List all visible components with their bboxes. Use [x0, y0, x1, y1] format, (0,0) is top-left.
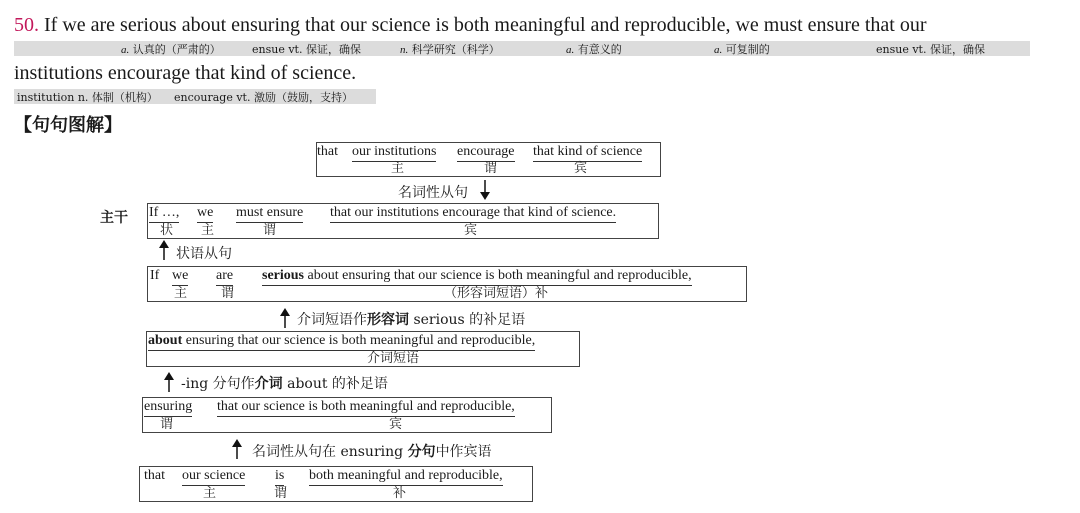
role-verb: 谓: [484, 161, 498, 176]
gloss-reproducible: a. 可复制的: [714, 43, 770, 56]
role-object: 宾: [464, 223, 478, 238]
note-noun-clause: 名词性从句: [398, 185, 468, 201]
word-is: is: [275, 468, 284, 486]
role-complement: 补: [393, 486, 407, 501]
note-object-clause: 名词性从句在 ensuring 分句中作宾语: [252, 444, 492, 460]
word-about-phrase: about ensuring that our science is both meaningful and reproducible,: [148, 333, 535, 351]
role-verb: 谓: [274, 486, 288, 501]
role-subject: 主: [174, 286, 188, 301]
word-we: we: [197, 205, 213, 223]
role-adverbial: 状: [160, 223, 174, 238]
sentence-line-2: institutions encourage that kind of science.: [14, 62, 357, 84]
word-serious: serious: [262, 268, 304, 283]
role-verb: 谓: [263, 223, 277, 238]
word-we: we: [172, 268, 188, 286]
diagram-box-2: [147, 203, 659, 239]
word-serious-phrase: [262, 268, 692, 286]
role-complement: （形容词短语）补: [444, 286, 549, 301]
role-verb: 谓: [160, 417, 174, 432]
gloss-ensure-2: ensue vt. 保证，确保: [876, 43, 985, 56]
word-that-clause: that our science is both meaningful and reproducible,: [217, 399, 515, 417]
question-number: 50.: [14, 14, 39, 36]
role-verb: 谓: [221, 286, 235, 301]
arrow-up-icon: [230, 439, 244, 459]
word-that: that: [317, 144, 338, 159]
arrow-down-icon: [478, 180, 492, 200]
word-about-phrase: about ensuring that our science is both meaningful and reproducible,: [304, 268, 692, 283]
role-object: 宾: [389, 417, 403, 432]
word-our-science: our science: [182, 468, 245, 486]
role-prep-phrase: 介词短语: [367, 351, 420, 366]
sentence-text-1: If we are serious about ensuring that our science is both meaningful and reproducible, we must ensure that our: [44, 14, 927, 36]
role-object: 宾: [574, 161, 588, 176]
word-that-kind-of-science: that kind of science: [533, 144, 642, 162]
word-encourage: encourage: [457, 144, 515, 162]
arrow-up-icon: [162, 372, 176, 392]
gloss-institution: institution n. 体制（机构）: [17, 91, 158, 104]
gloss-science: n. 科学研究（科学）: [400, 43, 500, 56]
role-subject: 主: [203, 486, 217, 501]
arrow-up-icon: [157, 240, 171, 260]
main-clause-label: 主干: [100, 210, 128, 226]
sentence-line-1: [14, 14, 927, 37]
role-subject: 主: [201, 223, 215, 238]
word-our-institutions: our institutions: [352, 144, 436, 162]
word-ensuring: ensuring: [144, 399, 192, 417]
word-that: that: [144, 468, 165, 483]
note-ing-clause: -ing 分句作介词 about 的补足语: [181, 376, 388, 392]
diagram-box-5: [142, 397, 552, 433]
gloss-encourage: encourage vt. 激励（鼓励，支持）: [174, 91, 353, 104]
word-complement: both meaningful and reproducible,: [309, 468, 503, 486]
role-subject: 主: [391, 161, 405, 176]
word-must-ensure: must ensure: [236, 205, 303, 223]
word-if: If …,: [149, 205, 179, 223]
word-are: are: [216, 268, 233, 286]
diagram-box-3: [147, 266, 747, 302]
gloss-ensure: ensue vt. 保证，确保: [252, 43, 361, 56]
gloss-meaningful: a. 有意义的: [566, 43, 622, 56]
diagram-box-1: [316, 142, 661, 177]
gloss-serious: a. 认真的（严肃的）: [121, 43, 221, 56]
word-about: about: [148, 333, 183, 348]
arrow-up-icon: [278, 308, 292, 328]
diagram-box-6: [139, 466, 533, 502]
word-if: If: [150, 268, 160, 283]
diagram-box-4: [146, 331, 580, 367]
section-heading: 【句句图解】: [14, 115, 122, 136]
note-prep-phrase: 介词短语作形容词 serious 的补足语: [297, 312, 526, 328]
note-adverbial-clause: 状语从句: [176, 246, 232, 262]
word-object-clause: that our institutions encourage that kind of science.: [330, 205, 616, 223]
